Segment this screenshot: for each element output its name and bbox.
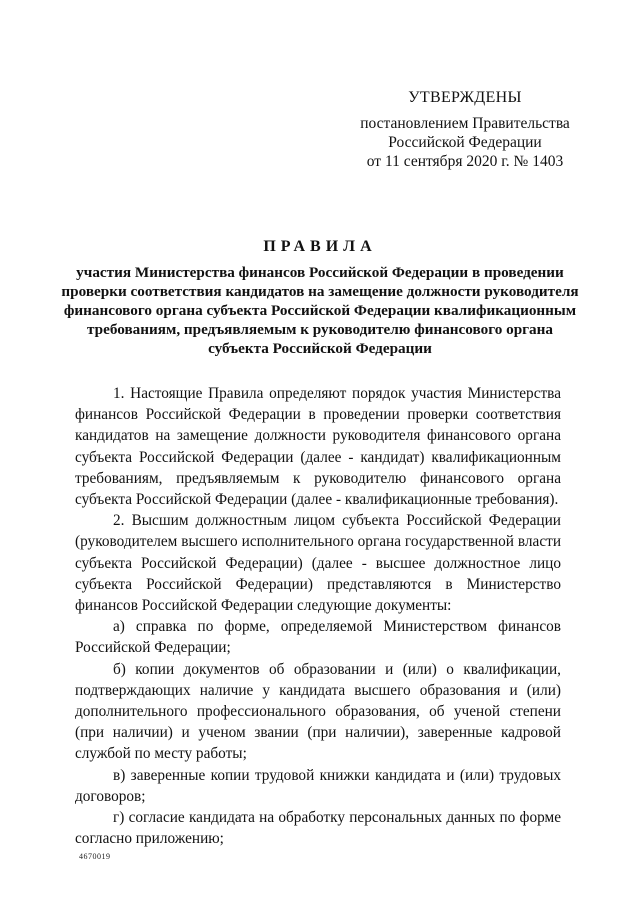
approval-line-3: от 11 сентября 2020 г. № 1403 xyxy=(366,153,564,170)
paragraph-2: 2. Высшим должностным лицом субъекта Российской Федерации (руководителем высшего исполнительного органа государственной власти субъекта Российской Федерации) (далее - высшее должностное лицо субъекта Российской Федерации) представляются в Министерство финансов Российской Федерации следующие документы: xyxy=(75,512,561,615)
document-subtitle: участия Министерства финансов Российской Федерации в проведении проверки соответствия кандидатов на замещение должности руководителя финансового органа субъекта Российской Федерации квалификационным требованиям, предъявляемым к руководителю финансового органа субъекта Российской Федерации xyxy=(61,264,579,357)
approval-line-1: постановлением Правительства xyxy=(360,115,570,132)
paragraph-2g: г) согласие кандидата на обработку персональных данных по форме согласно приложению; xyxy=(75,809,561,848)
document-title: ПРАВИЛА xyxy=(263,238,377,255)
paragraph-1: 1. Настоящие Правила определяют порядок участия Министерства финансов Российской Федерации в проведении проверки соответствия кандидатов на замещение должности руководителя финансового органа субъекта Российской Федерации (далее - кандидат) квалификационным требованиям, предъявляемым к руководителю финансового органа субъекта Российской Федерации (далее - квалификационные требования). xyxy=(75,385,561,509)
approval-line-2: Российской Федерации xyxy=(388,134,542,151)
document-body xyxy=(75,383,561,849)
paragraph-2b: б) копии документов об образовании и (или) о квалификации, подтверждающих наличие у кандидата высшего образования и (или) дополнительного профессионального образования, об ученой степени (при наличии) и ученом звании (при наличии), заверенные кадровой службой по месту работы; xyxy=(75,660,561,763)
approval-block xyxy=(330,88,600,171)
document-code: 4670019 xyxy=(79,852,111,861)
paragraph-2v: в) заверенные копии трудовой книжки кандидата и (или) трудовых договоров; xyxy=(75,766,561,805)
paragraph-2a: а) справка по форме, определяемой Министерством финансов Российской Федерации; xyxy=(75,618,561,657)
approval-heading: УТВЕРЖДЕНЫ xyxy=(408,89,522,106)
